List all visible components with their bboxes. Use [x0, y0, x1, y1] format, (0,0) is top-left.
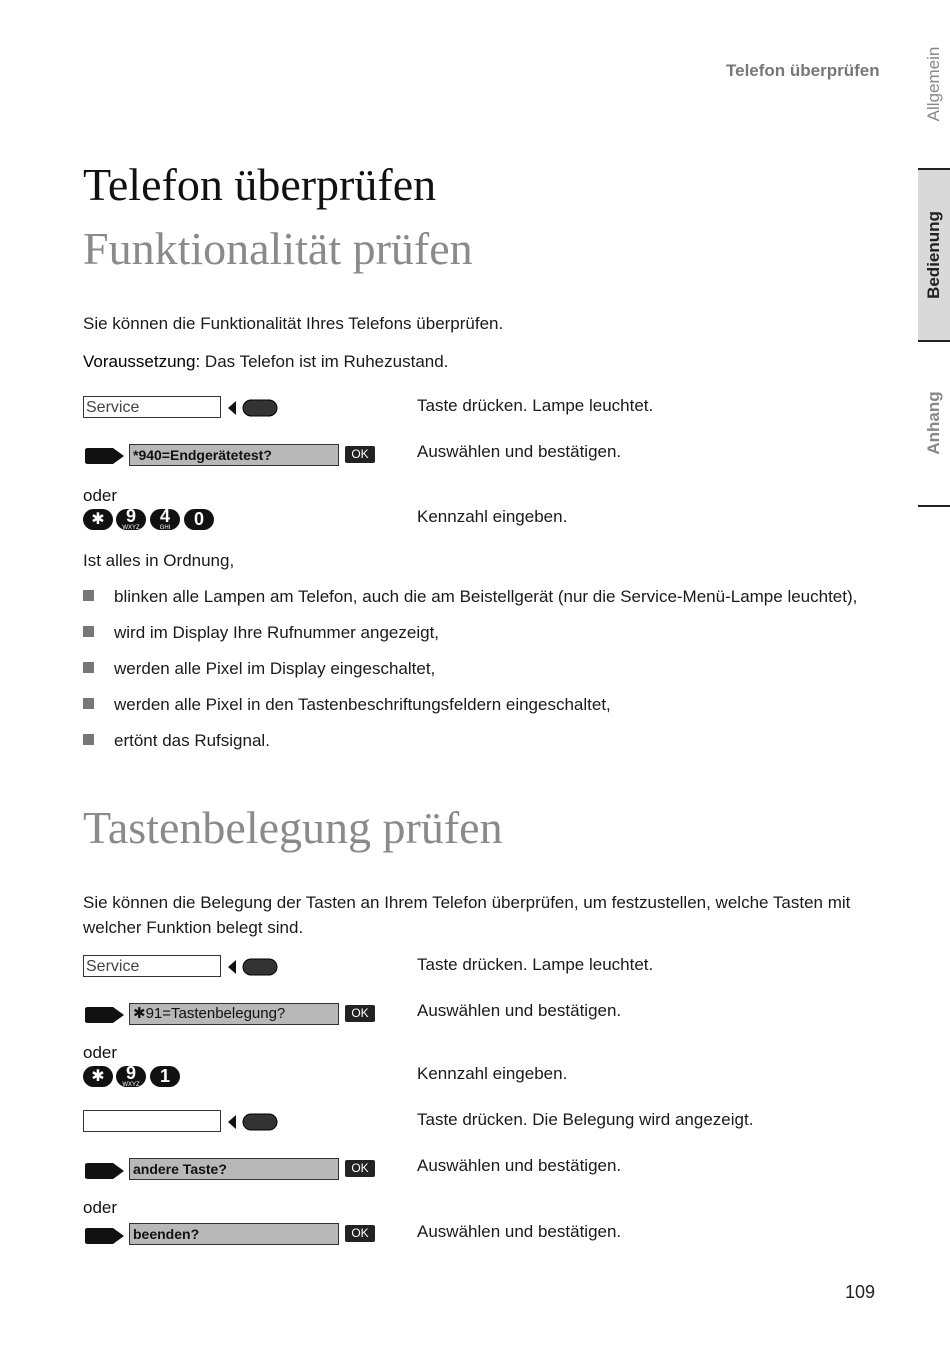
list-item	[83, 695, 611, 715]
list-item	[83, 731, 270, 751]
key-main: ✱	[91, 511, 105, 528]
running-header: Telefon überprüfen	[726, 61, 880, 80]
step-desc-select: Auswählen und bestätigen.	[417, 1222, 622, 1241]
prerequisite-text: Das Telefon ist im Ruhezustand.	[200, 352, 449, 371]
key-sub: WXYZ	[122, 1082, 140, 1088]
star-key[interactable]	[83, 509, 113, 530]
list-item-text: blinken alle Lampen am Telefon, auch die am Beistellgerät (nur die Service-Menü-Lampe leuchtet),	[114, 587, 858, 606]
section-heading-tastenbelegung: Tastenbelegung prüfen	[83, 802, 503, 853]
prerequisite	[83, 349, 873, 374]
list-item	[83, 587, 857, 607]
step-desc-code: Kennzahl eingeben.	[417, 1064, 568, 1083]
bullet-square-icon	[83, 662, 94, 673]
intro-text: Sie können die Belegung der Tasten an Ihrem Telefon überprüfen, um festzustellen, welche Tasten mit welcher Funktion belegt sind.	[83, 893, 851, 937]
step-desc-code: Kennzahl eingeben.	[417, 507, 568, 526]
ok-button[interactable]: OK	[345, 1160, 375, 1177]
function-key-icon[interactable]	[228, 1112, 278, 1132]
bullet-square-icon	[83, 590, 94, 601]
display-option-andere-taste[interactable]: andere Taste?	[129, 1158, 339, 1180]
function-key-icon[interactable]	[228, 398, 278, 418]
side-tab-label: Allgemein	[924, 46, 943, 122]
star-key[interactable]	[83, 1066, 113, 1087]
arrow-right-icon[interactable]	[83, 447, 125, 465]
list-item-text: werden alle Pixel im Display eingeschaltet,	[114, 659, 436, 678]
list-item	[83, 659, 435, 679]
step-desc-press-key: Taste drücken. Lampe leuchtet.	[417, 396, 654, 415]
ok-button[interactable]: OK	[345, 1005, 375, 1022]
ok-button[interactable]: OK	[345, 1225, 375, 1242]
page-title: Telefon überprüfen	[83, 159, 437, 210]
key-sub: WXYZ	[122, 525, 140, 531]
key-sub: GHI	[159, 525, 171, 531]
step-desc-blank-key: Taste drücken. Die Belegung wird angezeigt.	[417, 1110, 754, 1129]
page-number: 109	[845, 1282, 876, 1302]
side-tab-label: Anhang	[924, 390, 943, 455]
digit-key-0[interactable]	[184, 509, 214, 530]
side-tab-allgemein[interactable]	[918, 36, 950, 132]
bullet-square-icon	[83, 734, 94, 745]
side-tab-anhang[interactable]	[918, 340, 950, 505]
bullet-square-icon	[83, 698, 94, 709]
display-option-endgeraetetest[interactable]: *940=Endgerätetest?	[129, 444, 339, 466]
key-main: 1	[159, 1066, 170, 1086]
list-item-text: wird im Display Ihre Rufnummer angezeigt,	[114, 623, 440, 642]
blank-key-label	[83, 1110, 221, 1132]
side-tab-label: Bedienung	[924, 211, 943, 299]
result-intro: Ist alles in Ordnung,	[83, 551, 235, 570]
key-main: 0	[193, 509, 204, 529]
step-desc-select: Auswählen und bestätigen.	[417, 442, 622, 461]
section-heading-funktionalitaet: Funktionalität prüfen	[83, 223, 473, 274]
oder-label: oder	[83, 486, 118, 505]
service-key-label: Service	[83, 396, 221, 418]
list-item-text: ertönt das Rufsignal.	[114, 731, 270, 750]
arrow-right-icon[interactable]	[83, 1006, 125, 1024]
display-option-beenden[interactable]: beenden?	[129, 1223, 339, 1245]
digit-key-9[interactable]	[116, 506, 146, 531]
list-item-text: werden alle Pixel in den Tastenbeschriftungsfeldern eingeschaltet,	[114, 695, 611, 714]
key-main: 9	[125, 1063, 136, 1083]
digit-key-9[interactable]	[116, 1063, 146, 1088]
tab-divider	[918, 505, 950, 507]
function-key-icon[interactable]	[228, 957, 278, 977]
bullet-square-icon	[83, 626, 94, 637]
intro-text: Sie können die Funktionalität Ihres Telefons überprüfen.	[83, 314, 504, 333]
digit-key-4[interactable]	[150, 506, 180, 531]
step-desc-press-key: Taste drücken. Lampe leuchtet.	[417, 955, 654, 974]
step-desc-select: Auswählen und bestätigen.	[417, 1156, 622, 1175]
list-item	[83, 623, 439, 643]
service-key-label: Service	[83, 955, 221, 977]
key-main: 4	[159, 506, 170, 526]
display-option-tastenbelegung[interactable]: ✱91=Tastenbelegung?	[129, 1003, 339, 1025]
prerequisite-label: Voraussetzung:	[83, 352, 201, 371]
key-main: ✱	[91, 1068, 105, 1085]
step-desc-select: Auswählen und bestätigen.	[417, 1001, 622, 1020]
key-main: 9	[125, 506, 136, 526]
arrow-right-icon[interactable]	[83, 1162, 125, 1180]
digit-key-1[interactable]	[150, 1066, 180, 1087]
arrow-right-icon[interactable]	[83, 1227, 125, 1245]
ok-button[interactable]: OK	[345, 446, 375, 463]
oder-label: oder	[83, 1043, 118, 1062]
side-tab-bedienung[interactable]	[918, 168, 950, 342]
oder-label: oder	[83, 1198, 118, 1217]
